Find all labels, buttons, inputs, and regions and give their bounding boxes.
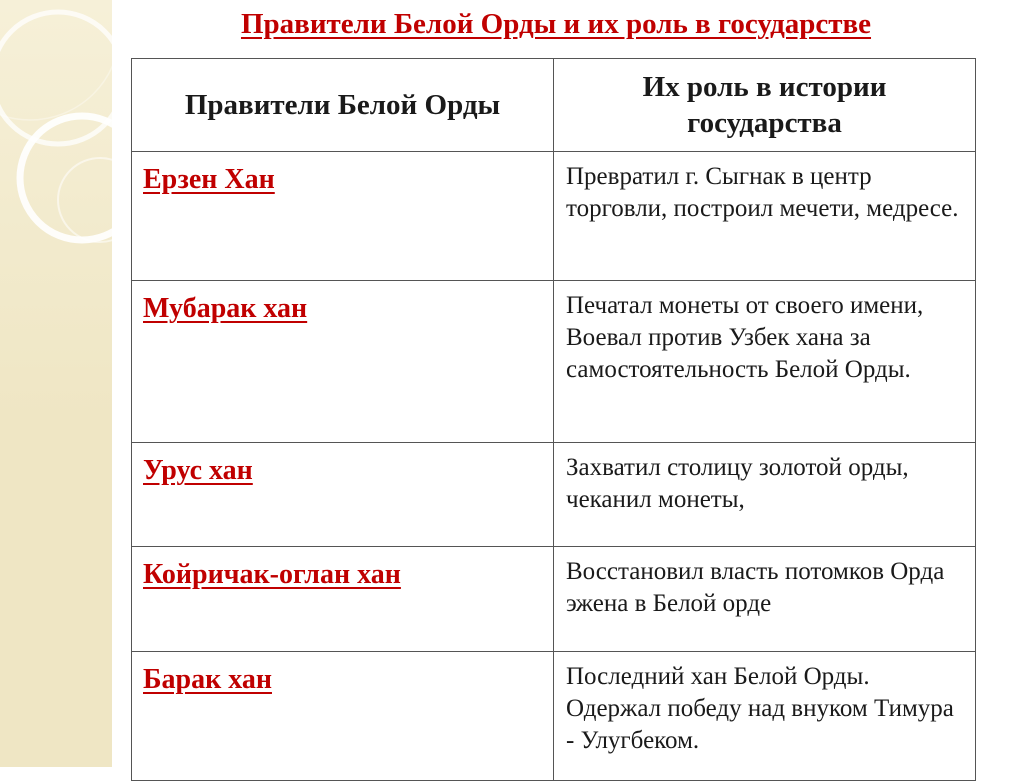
- ruler-role: Восстановил власть потомков Орда эжена в Белой орде: [554, 547, 976, 652]
- decorative-side-strip: [0, 0, 112, 767]
- header-rulers: Правители Белой Орды: [132, 59, 554, 152]
- ruler-name: Койричак-оглан хан: [132, 547, 554, 652]
- slide-title: Правители Белой Орды и их роль в государстве: [240, 8, 872, 40]
- table-row: [132, 281, 976, 443]
- decorative-circles: [0, 0, 112, 767]
- table-row: [132, 652, 976, 781]
- ruler-name: Урус хан: [132, 443, 554, 547]
- ruler-role: Печатал монеты от своего имени, Воевал против Узбек хана за самостоятельность Белой Орды.: [554, 281, 976, 443]
- ruler-name: Ерзен Хан: [132, 152, 554, 281]
- table-header-row: [132, 59, 976, 152]
- ruler-name: Барак хан: [132, 652, 554, 781]
- header-role: Их роль в истории государства: [554, 59, 976, 152]
- table-row: [132, 547, 976, 652]
- ruler-role: Превратил г. Сыгнак в центр торговли, построил мечети, медресе.: [554, 152, 976, 281]
- ruler-role: Захватил столицу золотой орды, чеканил монеты,: [554, 443, 976, 547]
- rulers-table: [131, 58, 976, 781]
- ruler-role: Последний хан Белой Орды. Одержал победу над внуком Тимура - Улугбеком.: [554, 652, 976, 781]
- ruler-name: Мубарак хан: [132, 281, 554, 443]
- table-row: [132, 443, 976, 547]
- table-row: [132, 152, 976, 281]
